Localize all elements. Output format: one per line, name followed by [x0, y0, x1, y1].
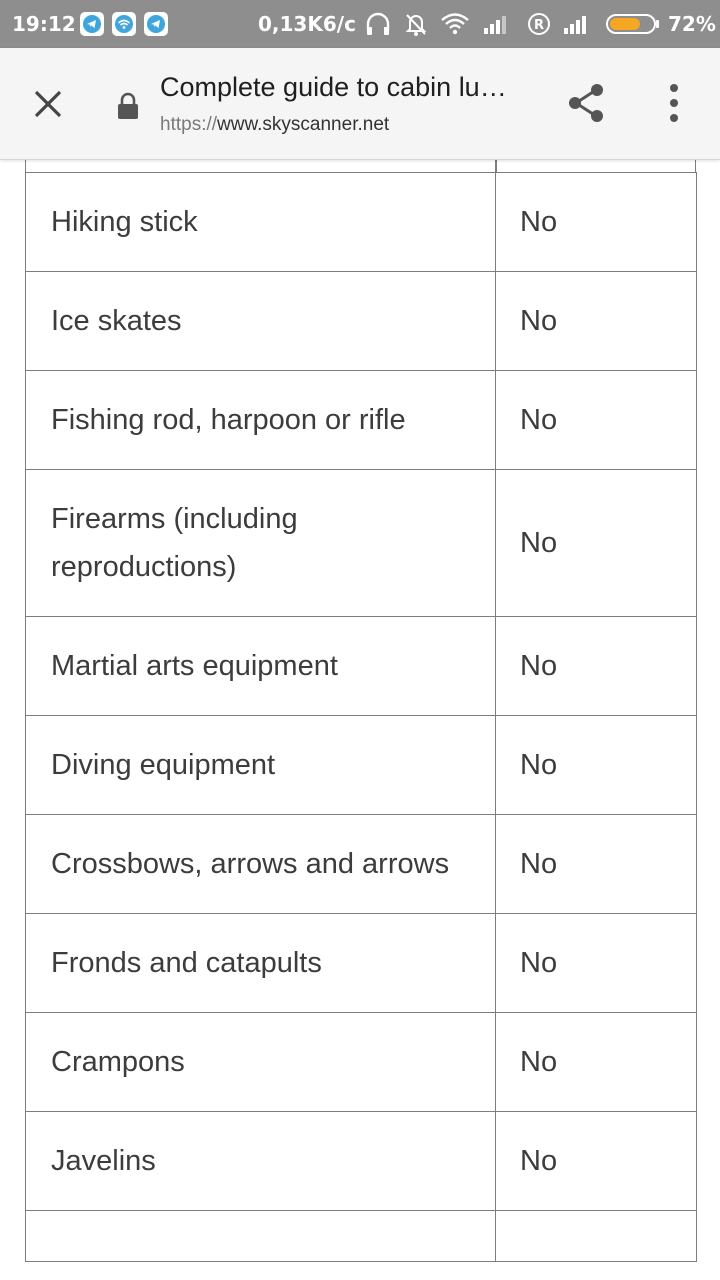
table-row-partial [25, 160, 696, 172]
url-host: www.skyscanner.net [217, 114, 390, 135]
wifi-signal-icon [440, 10, 470, 38]
table-row [26, 617, 697, 716]
table-row [26, 173, 697, 272]
table-row [26, 470, 697, 617]
lock-icon [116, 92, 140, 120]
svg-text:R: R [533, 18, 545, 33]
table-body [26, 173, 697, 1262]
url-scheme: https:// [160, 114, 218, 135]
allowed-cell: No [496, 815, 697, 914]
allowed-cell: No [496, 470, 697, 617]
page-content[interactable] [0, 160, 720, 1280]
item-cell: Diving equipment [26, 716, 496, 815]
browser-toolbar [0, 48, 720, 160]
allowed-cell: No [496, 716, 697, 815]
allowed-cell: No [496, 371, 697, 470]
page-title[interactable]: Complete guide to cabin lu… [160, 72, 507, 102]
table-row [26, 371, 697, 470]
allowed-cell [496, 1211, 697, 1262]
allowed-cell: No [496, 173, 697, 272]
allowed-cell: No [496, 1013, 697, 1112]
item-cell: Crossbows, arrows and arrows [26, 815, 496, 914]
roaming-icon [526, 10, 552, 38]
table-row [26, 272, 697, 371]
item-cell: Martial arts equipment [26, 617, 496, 716]
status-bar [0, 0, 720, 48]
item-cell: Hiking stick [26, 173, 496, 272]
item-cell [26, 1211, 496, 1262]
status-time: 19:12 [12, 12, 76, 36]
page-url[interactable] [160, 114, 389, 136]
allowed-cell: No [496, 1112, 697, 1211]
item-cell: Ice skates [26, 272, 496, 371]
battery-percent: 72% [668, 12, 716, 36]
battery-icon [606, 10, 660, 38]
table-row [26, 716, 697, 815]
item-cell: Firearms (including reproductions) [26, 470, 496, 617]
table-row [26, 1013, 697, 1112]
telegram-icon [144, 12, 168, 36]
luggage-table [25, 172, 697, 1262]
table-row [26, 914, 697, 1013]
item-cell: Javelins [26, 1112, 496, 1211]
allowed-cell: No [496, 272, 697, 371]
item-cell: Fronds and catapults [26, 914, 496, 1013]
notifications-off-icon [402, 10, 430, 38]
share-icon[interactable] [566, 82, 608, 124]
cell-signal-icon [482, 10, 512, 38]
telegram-icon [80, 12, 104, 36]
item-cell: Fishing rod, harpoon or rifle [26, 371, 496, 470]
wifi-app-icon [112, 12, 136, 36]
allowed-cell: No [496, 617, 697, 716]
table-row [26, 1211, 697, 1262]
item-cell: Crampons [26, 1013, 496, 1112]
table-row [26, 1112, 697, 1211]
close-icon[interactable] [30, 86, 66, 122]
cell-signal-icon [562, 10, 592, 38]
more-vert-icon[interactable] [664, 82, 684, 124]
allowed-cell: No [496, 914, 697, 1013]
network-speed: 0,13K6/c [258, 12, 356, 36]
headphones-icon [364, 10, 392, 38]
table-row [26, 815, 697, 914]
